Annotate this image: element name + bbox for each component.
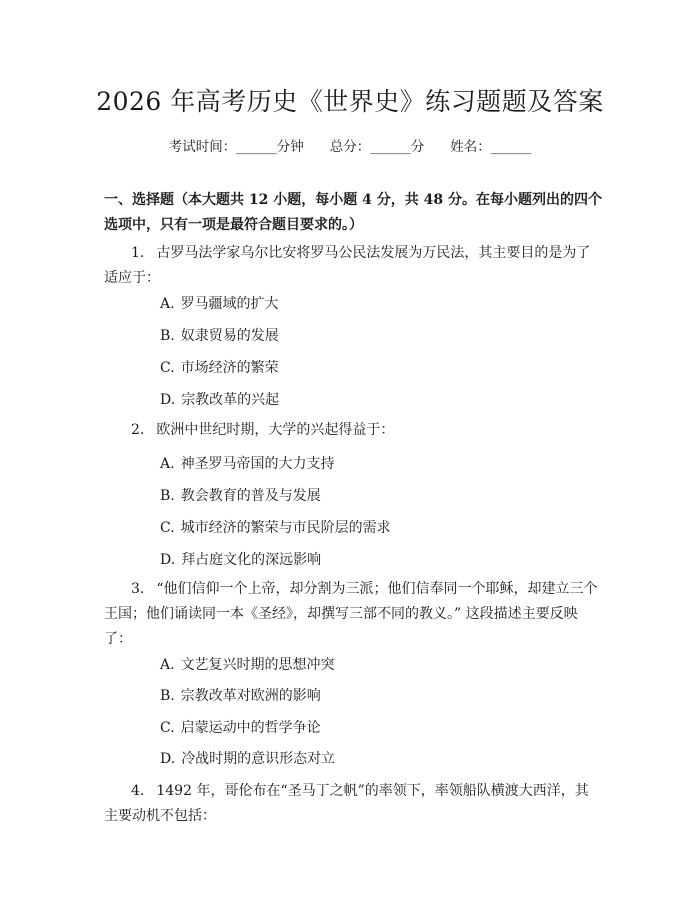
- option-letter: D.: [160, 751, 176, 767]
- option-letter: A.: [160, 456, 175, 472]
- question-text: 1492 年，哥伦布在“圣马丁之帆”的率领下，率领船队横渡大西洋，其主要动机不包括：: [104, 783, 589, 824]
- option-text: 冷战时期的意识形态对立: [181, 751, 336, 767]
- section-heading: 一、选择题（本大题共 12 小题，每小题 4 分，共 48 分。在每小题列出的四个选项中，只有一项是最符合题目要求的。）: [104, 192, 602, 233]
- option-text: 神圣罗马帝国的大力支持: [180, 456, 335, 472]
- option-3a: [160, 655, 335, 675]
- question-text: “他们信仰一个上帝，却分割为三派；他们信奉同一个耶稣，却建立三个王国；他们诵读同一本《圣经》，却撰写三部不同的教义。” 这段描述主要反映了：: [104, 581, 598, 647]
- option-letter: D.: [160, 392, 176, 408]
- option-letter: A.: [160, 296, 175, 312]
- score-blank: ______: [370, 139, 411, 155]
- time-label: 考试时间：: [168, 139, 237, 155]
- option-letter: B.: [160, 488, 175, 504]
- time-blank: ______: [236, 139, 277, 155]
- option-1a: [160, 294, 279, 314]
- option-letter: C.: [160, 720, 175, 736]
- option-text: 启蒙运动中的哲学争论: [180, 720, 321, 736]
- score-label: 总分：: [329, 139, 371, 155]
- option-2b: [160, 486, 321, 506]
- option-letter: C.: [160, 520, 175, 536]
- option-2a: [160, 454, 335, 474]
- question-number: 4.: [131, 783, 145, 799]
- option-letter: C.: [160, 360, 175, 376]
- option-3c: [160, 718, 321, 738]
- option-3b: [160, 686, 321, 706]
- question-1: [104, 241, 599, 291]
- option-text: 文艺复兴时期的思想冲突: [180, 657, 335, 673]
- name-blank: ______: [490, 139, 532, 155]
- question-3: [104, 577, 599, 652]
- option-1d: [160, 390, 279, 410]
- option-letter: B.: [160, 328, 175, 344]
- option-text: 城市经济的繁荣与市民阶层的需求: [180, 520, 391, 536]
- option-1b: [160, 326, 279, 346]
- option-text: 罗马疆域的扩大: [180, 296, 279, 312]
- option-text: 教会教育的普及与发展: [180, 488, 321, 504]
- question-number: 1.: [131, 245, 145, 261]
- option-3d: [160, 749, 335, 769]
- score-unit: 分: [410, 139, 425, 155]
- option-text: 宗教改革对欧洲的影响: [180, 688, 321, 704]
- option-text: 市场经济的繁荣: [180, 360, 279, 376]
- option-letter: B.: [160, 688, 175, 704]
- option-text: 宗教改革的兴起: [181, 392, 280, 408]
- option-letter: D.: [160, 552, 176, 568]
- question-text: 欧洲中世纪时期，大学的兴起得益于：: [156, 422, 395, 438]
- option-text: 拜占庭文化的深远影响: [181, 552, 322, 568]
- exam-info-line: [0, 135, 700, 155]
- name-label: 姓名：: [450, 139, 491, 155]
- question-number: 2.: [131, 422, 145, 438]
- question-2: [104, 418, 599, 443]
- option-letter: A.: [160, 657, 175, 673]
- page-title: 2026 年高考历史《世界史》练习题题及答案: [96, 87, 604, 116]
- question-4: [104, 779, 599, 829]
- option-text: 奴隶贸易的发展: [180, 328, 279, 344]
- option-2c: [160, 518, 391, 538]
- option-1c: [160, 358, 279, 378]
- time-unit: 分钟: [276, 139, 304, 155]
- option-2d: [160, 550, 321, 570]
- question-number: 3.: [131, 581, 145, 597]
- question-text: 古罗马法学家乌尔比安将罗马公民法发展为万民法，其主要目的是为了适应于：: [104, 245, 591, 286]
